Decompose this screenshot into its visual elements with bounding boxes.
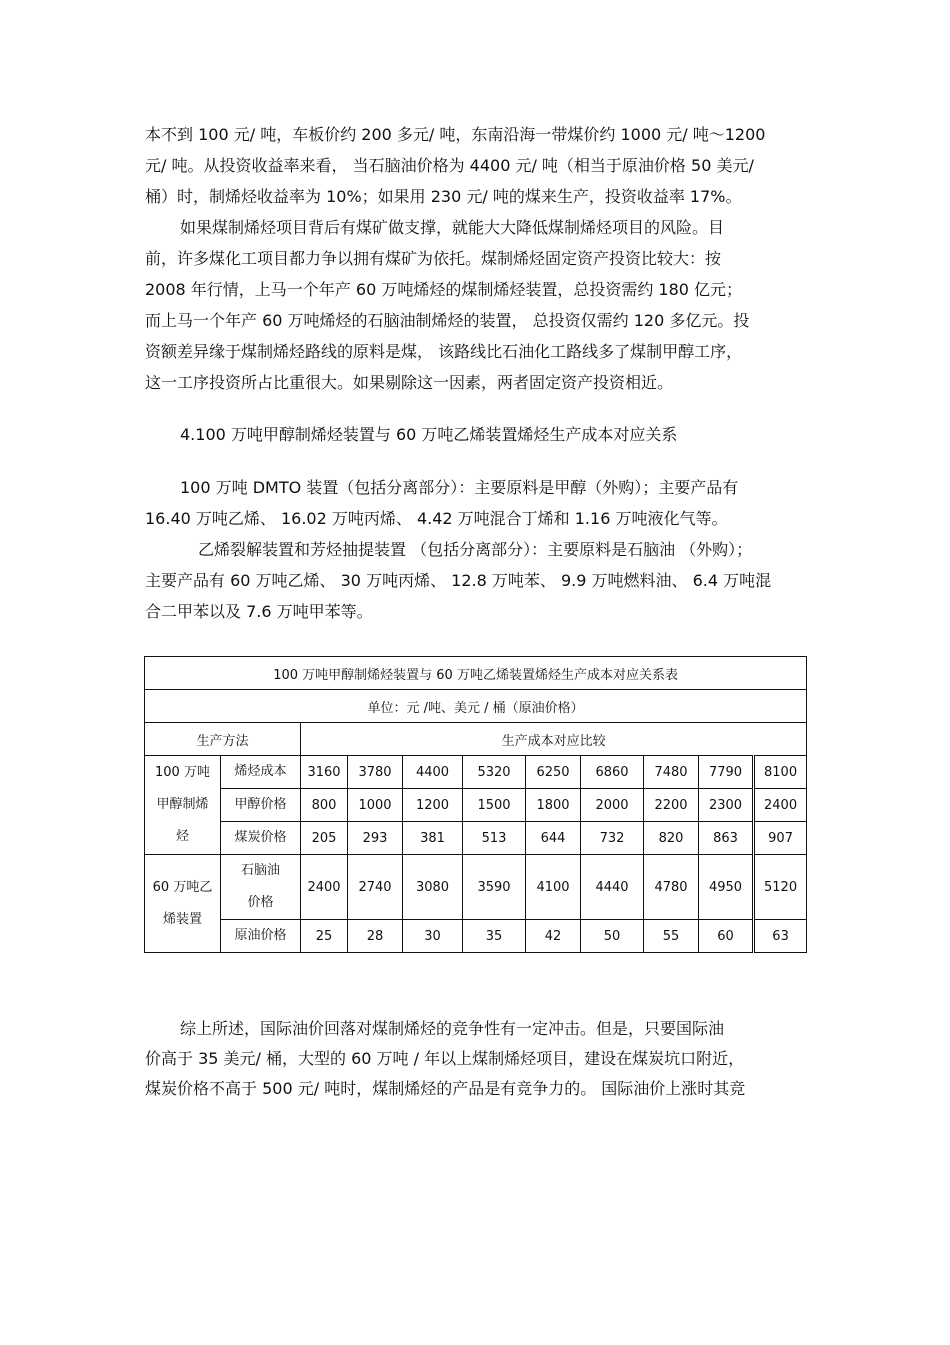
row-label-crude-price: 原油价格 xyxy=(221,920,301,953)
table-cell: 2400 xyxy=(301,855,348,920)
table-cell: 3590 xyxy=(463,855,526,920)
table-cell: 4780 xyxy=(644,855,699,920)
row-label-methanol-price: 甲醇价格 xyxy=(221,789,301,822)
table-cell: 644 xyxy=(526,822,581,855)
table-cell: 5320 xyxy=(463,756,526,789)
paragraph-3-line-2: 16.40 万吨乙烯、 16.02 万吨丙烯、 4.42 万吨混合丁烯和 1.16 万吨液化气等。 xyxy=(145,509,728,528)
table-cell: 28 xyxy=(348,920,403,953)
table-cell: 60 xyxy=(699,920,754,953)
table-cell: 1800 xyxy=(526,789,581,822)
table-cell: 1000 xyxy=(348,789,403,822)
table-cell: 42 xyxy=(526,920,581,953)
section-heading: 4.100 万吨甲醇制烯烃装置与 60 万吨乙烯装置烯烃生产成本对应关系 xyxy=(180,425,678,444)
cost-comparison-table xyxy=(144,656,807,953)
paragraph-2-line-6: 这一工序投资所占比重很大。如果剔除这一因素，两者固定资产投资相近。 xyxy=(145,373,674,392)
table-cell: 8100 xyxy=(754,756,807,789)
table-cell: 6860 xyxy=(581,756,644,789)
paragraph-4-line-1: 乙烯裂解装置和芳烃抽提装置 （包括分离部分）：主要原料是石脑油 （外购）； xyxy=(198,540,753,559)
paragraph-5-line-3: 煤炭价格不高于 500 元/ 吨时，煤制烯烃的产品是有竞争力的。 国际油价上涨时其竞 xyxy=(145,1079,746,1098)
table-cell: 907 xyxy=(754,822,807,855)
table-cell: 5120 xyxy=(754,855,807,920)
table-cell: 30 xyxy=(403,920,463,953)
table-cell: 4440 xyxy=(581,855,644,920)
table-cell: 863 xyxy=(699,822,754,855)
table-cell: 820 xyxy=(644,822,699,855)
paragraph-1-line-3: 桶）时，制烯烃收益率为 10%；如果用 230 元/ 吨的煤来生产，投资收益率 17%。 xyxy=(145,187,742,206)
table-cell: 513 xyxy=(463,822,526,855)
column-header-method: 生产方法 xyxy=(145,723,301,756)
row-label-olefin-cost: 烯烃成本 xyxy=(221,756,301,789)
paragraph-4-line-2: 主要产品有 60 万吨乙烯、 30 万吨丙烯、 12.8 万吨苯、 9.9 万吨燃料油、 6.4 万吨混 xyxy=(145,571,772,590)
table-cell: 3780 xyxy=(348,756,403,789)
paragraph-5-line-1: 综上所述，国际油价回落对煤制烯烃的竞争性有一定冲击。但是，只要国际油 xyxy=(180,1019,725,1038)
table-unit: 单位：元 /吨、美元 / 桶（原油价格） xyxy=(145,690,807,723)
paragraph-1-line-2: 元/ 吨。从投资收益率来看， 当石脑油价格为 4400 元/ 吨（相当于原油价格 50 美元/ xyxy=(145,156,754,175)
table-cell: 4400 xyxy=(403,756,463,789)
table-cell: 800 xyxy=(301,789,348,822)
table-cell: 2300 xyxy=(699,789,754,822)
table-cell: 63 xyxy=(754,920,807,953)
paragraph-3-line-1: 100 万吨 DMTO 装置（包括分离部分）：主要原料是甲醇（外购）；主要产品有 xyxy=(180,478,739,497)
row-label-coal-price: 煤炭价格 xyxy=(221,822,301,855)
table-cell: 293 xyxy=(348,822,403,855)
paragraph-2-line-1: 如果煤制烯烃项目背后有煤矿做支撑，就能大大降低煤制烯烃项目的风险。目 xyxy=(180,218,725,237)
group-label-ethylene: 60 万吨乙烯装置 xyxy=(145,855,221,953)
table-cell: 381 xyxy=(403,822,463,855)
table-title: 100 万吨甲醇制烯烃装置与 60 万吨乙烯装置烯烃生产成本对应关系表 xyxy=(145,657,807,690)
table-cell: 1200 xyxy=(403,789,463,822)
table-cell: 50 xyxy=(581,920,644,953)
table-cell: 4100 xyxy=(526,855,581,920)
table-cell: 1500 xyxy=(463,789,526,822)
table-cell: 2400 xyxy=(754,789,807,822)
paragraph-2-line-3: 2008 年行情，上马一个年产 60 万吨烯烃的煤制烯烃装置，总投资需约 180 亿元； xyxy=(145,280,743,299)
table-cell: 3080 xyxy=(403,855,463,920)
table-cell: 3160 xyxy=(301,756,348,789)
table-cell: 35 xyxy=(463,920,526,953)
table-cell: 2200 xyxy=(644,789,699,822)
table-cell: 55 xyxy=(644,920,699,953)
row-label-naphtha-price: 石脑油价格 xyxy=(221,855,301,920)
table-cell: 7790 xyxy=(699,756,754,789)
table-cell: 25 xyxy=(301,920,348,953)
table-cell: 6250 xyxy=(526,756,581,789)
paragraph-4-line-3: 合二甲苯以及 7.6 万吨甲苯等。 xyxy=(145,602,373,621)
paragraph-2-line-4: 而上马一个年产 60 万吨烯烃的石脑油制烯烃的装置， 总投资仅需约 120 多亿元。投 xyxy=(145,311,750,330)
column-header-compare: 生产成本对应比较 xyxy=(301,723,807,756)
table-cell: 7480 xyxy=(644,756,699,789)
paragraph-1-line-1: 本不到 100 元/ 吨，车板价约 200 多元/ 吨，东南沿海一带煤价约 1000 元/ 吨～1200 xyxy=(145,125,766,144)
group-label-methanol: 100 万吨甲醇制烯烃 xyxy=(145,756,221,855)
table-cell: 732 xyxy=(581,822,644,855)
table-cell: 4950 xyxy=(699,855,754,920)
paragraph-2-line-2: 前，许多煤化工项目都力争以拥有煤矿为依托。煤制烯烃固定资产投资比较大：按 xyxy=(145,249,722,268)
table-cell: 205 xyxy=(301,822,348,855)
paragraph-5-line-2: 价高于 35 美元/ 桶，大型的 60 万吨 / 年以上煤制烯烃项目，建设在煤炭坑口附近， xyxy=(145,1049,745,1068)
table-cell: 2000 xyxy=(581,789,644,822)
paragraph-2-line-5: 资额差异缘于煤制烯烃路线的原料是煤， 该路线比石油化工路线多了煤制甲醇工序， xyxy=(145,342,743,361)
table-cell: 2740 xyxy=(348,855,403,920)
